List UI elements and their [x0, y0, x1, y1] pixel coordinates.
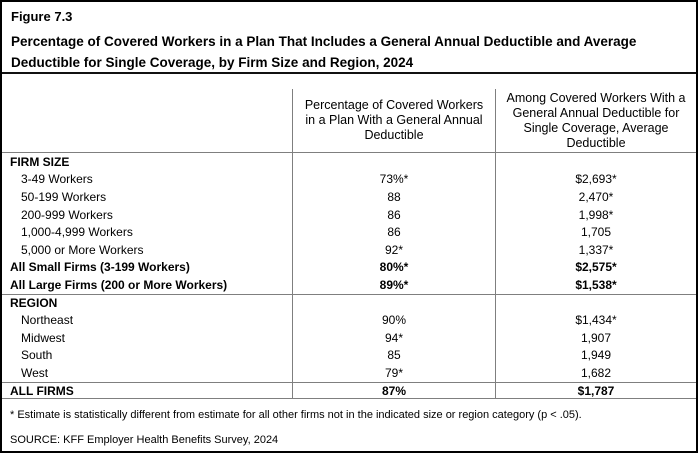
row-label: All Small Firms (3-199 Workers) [10, 260, 190, 275]
row-label: All Large Firms (200 or More Workers) [10, 277, 228, 292]
pct-value: 87% [292, 383, 495, 399]
deductible-value: 1,705 [495, 223, 696, 241]
pct-value: 79* [292, 364, 495, 382]
header-cell-deductible: Among Covered Workers With a General Annual Deductible for Single Coverage, Average Deductible [495, 89, 696, 152]
table-row [2, 153, 696, 171]
pct-value: 92* [292, 241, 495, 259]
pct-value: 89%* [292, 276, 495, 294]
pct-value: 86 [292, 206, 495, 224]
table-row [2, 382, 696, 400]
pct-value: 85 [292, 347, 495, 365]
header-cell-pct: Percentage of Covered Workers in a Plan With a General Annual Deductible [292, 89, 495, 152]
table-row [2, 206, 696, 224]
pct-value: 86 [292, 223, 495, 241]
row-label: FIRM SIZE [10, 154, 70, 169]
row-label: South [21, 348, 53, 363]
header-cell-empty [2, 89, 292, 152]
row-label: 1,000-4,999 Workers [21, 225, 133, 240]
table-row [2, 171, 696, 189]
deductible-value: $1,434* [495, 311, 696, 329]
table-row [2, 188, 696, 206]
deductible-value: 1,949 [495, 347, 696, 365]
pct-value [292, 295, 495, 312]
deductible-value: 2,470* [495, 188, 696, 206]
row-label: 3-49 Workers [21, 172, 93, 187]
table-row [2, 364, 696, 382]
table-row [2, 329, 696, 347]
table-row [2, 276, 696, 294]
row-label: 5,000 or More Workers [21, 242, 144, 257]
deductible-value: 1,998* [495, 206, 696, 224]
table-row [2, 223, 696, 241]
footnote: * Estimate is statistically different from estimate for all other firms not in the indicated size or region category (p < .05). [10, 409, 582, 422]
row-label: 200-999 Workers [21, 207, 113, 222]
deductible-value: 1,337* [495, 241, 696, 259]
deductible-value: $2,693* [495, 171, 696, 189]
deductible-value [495, 153, 696, 171]
figure-title-line-2: Deductible for Single Coverage, by Firm Size and Region, 2024 [11, 55, 414, 70]
row-label: 50-199 Workers [21, 189, 107, 204]
pct-value: 90% [292, 311, 495, 329]
pct-value [292, 153, 495, 171]
table-row [2, 311, 696, 329]
table-header-row [2, 74, 696, 153]
row-label: ALL FIRMS [10, 383, 74, 398]
table-row [2, 241, 696, 259]
row-label: Northeast [21, 313, 74, 328]
pct-value: 73%* [292, 171, 495, 189]
pct-value: 80%* [292, 259, 495, 277]
deductible-value: $1,538* [495, 276, 696, 294]
deductible-value [495, 295, 696, 312]
deductible-value: $2,575* [495, 259, 696, 277]
pct-value: 94* [292, 329, 495, 347]
deductible-value: $1,787 [495, 383, 696, 399]
source-note: SOURCE: KFF Employer Health Benefits Survey, 2024 [10, 434, 279, 447]
table-body [2, 153, 696, 399]
figure-label: Figure 7.3 [11, 9, 73, 24]
deductible-value: 1,682 [495, 364, 696, 382]
title-block [2, 2, 696, 74]
row-label: West [21, 365, 49, 380]
table-row [2, 294, 696, 312]
row-label: Midwest [21, 330, 66, 345]
figure-title-line-1: Percentage of Covered Workers in a Plan That Includes a General Annual Deductible and Average [11, 34, 637, 49]
deductible-value: 1,907 [495, 329, 696, 347]
table-row [2, 259, 696, 277]
pct-value: 88 [292, 188, 495, 206]
row-label: REGION [10, 296, 58, 311]
table-row [2, 347, 696, 365]
footer [2, 399, 696, 451]
